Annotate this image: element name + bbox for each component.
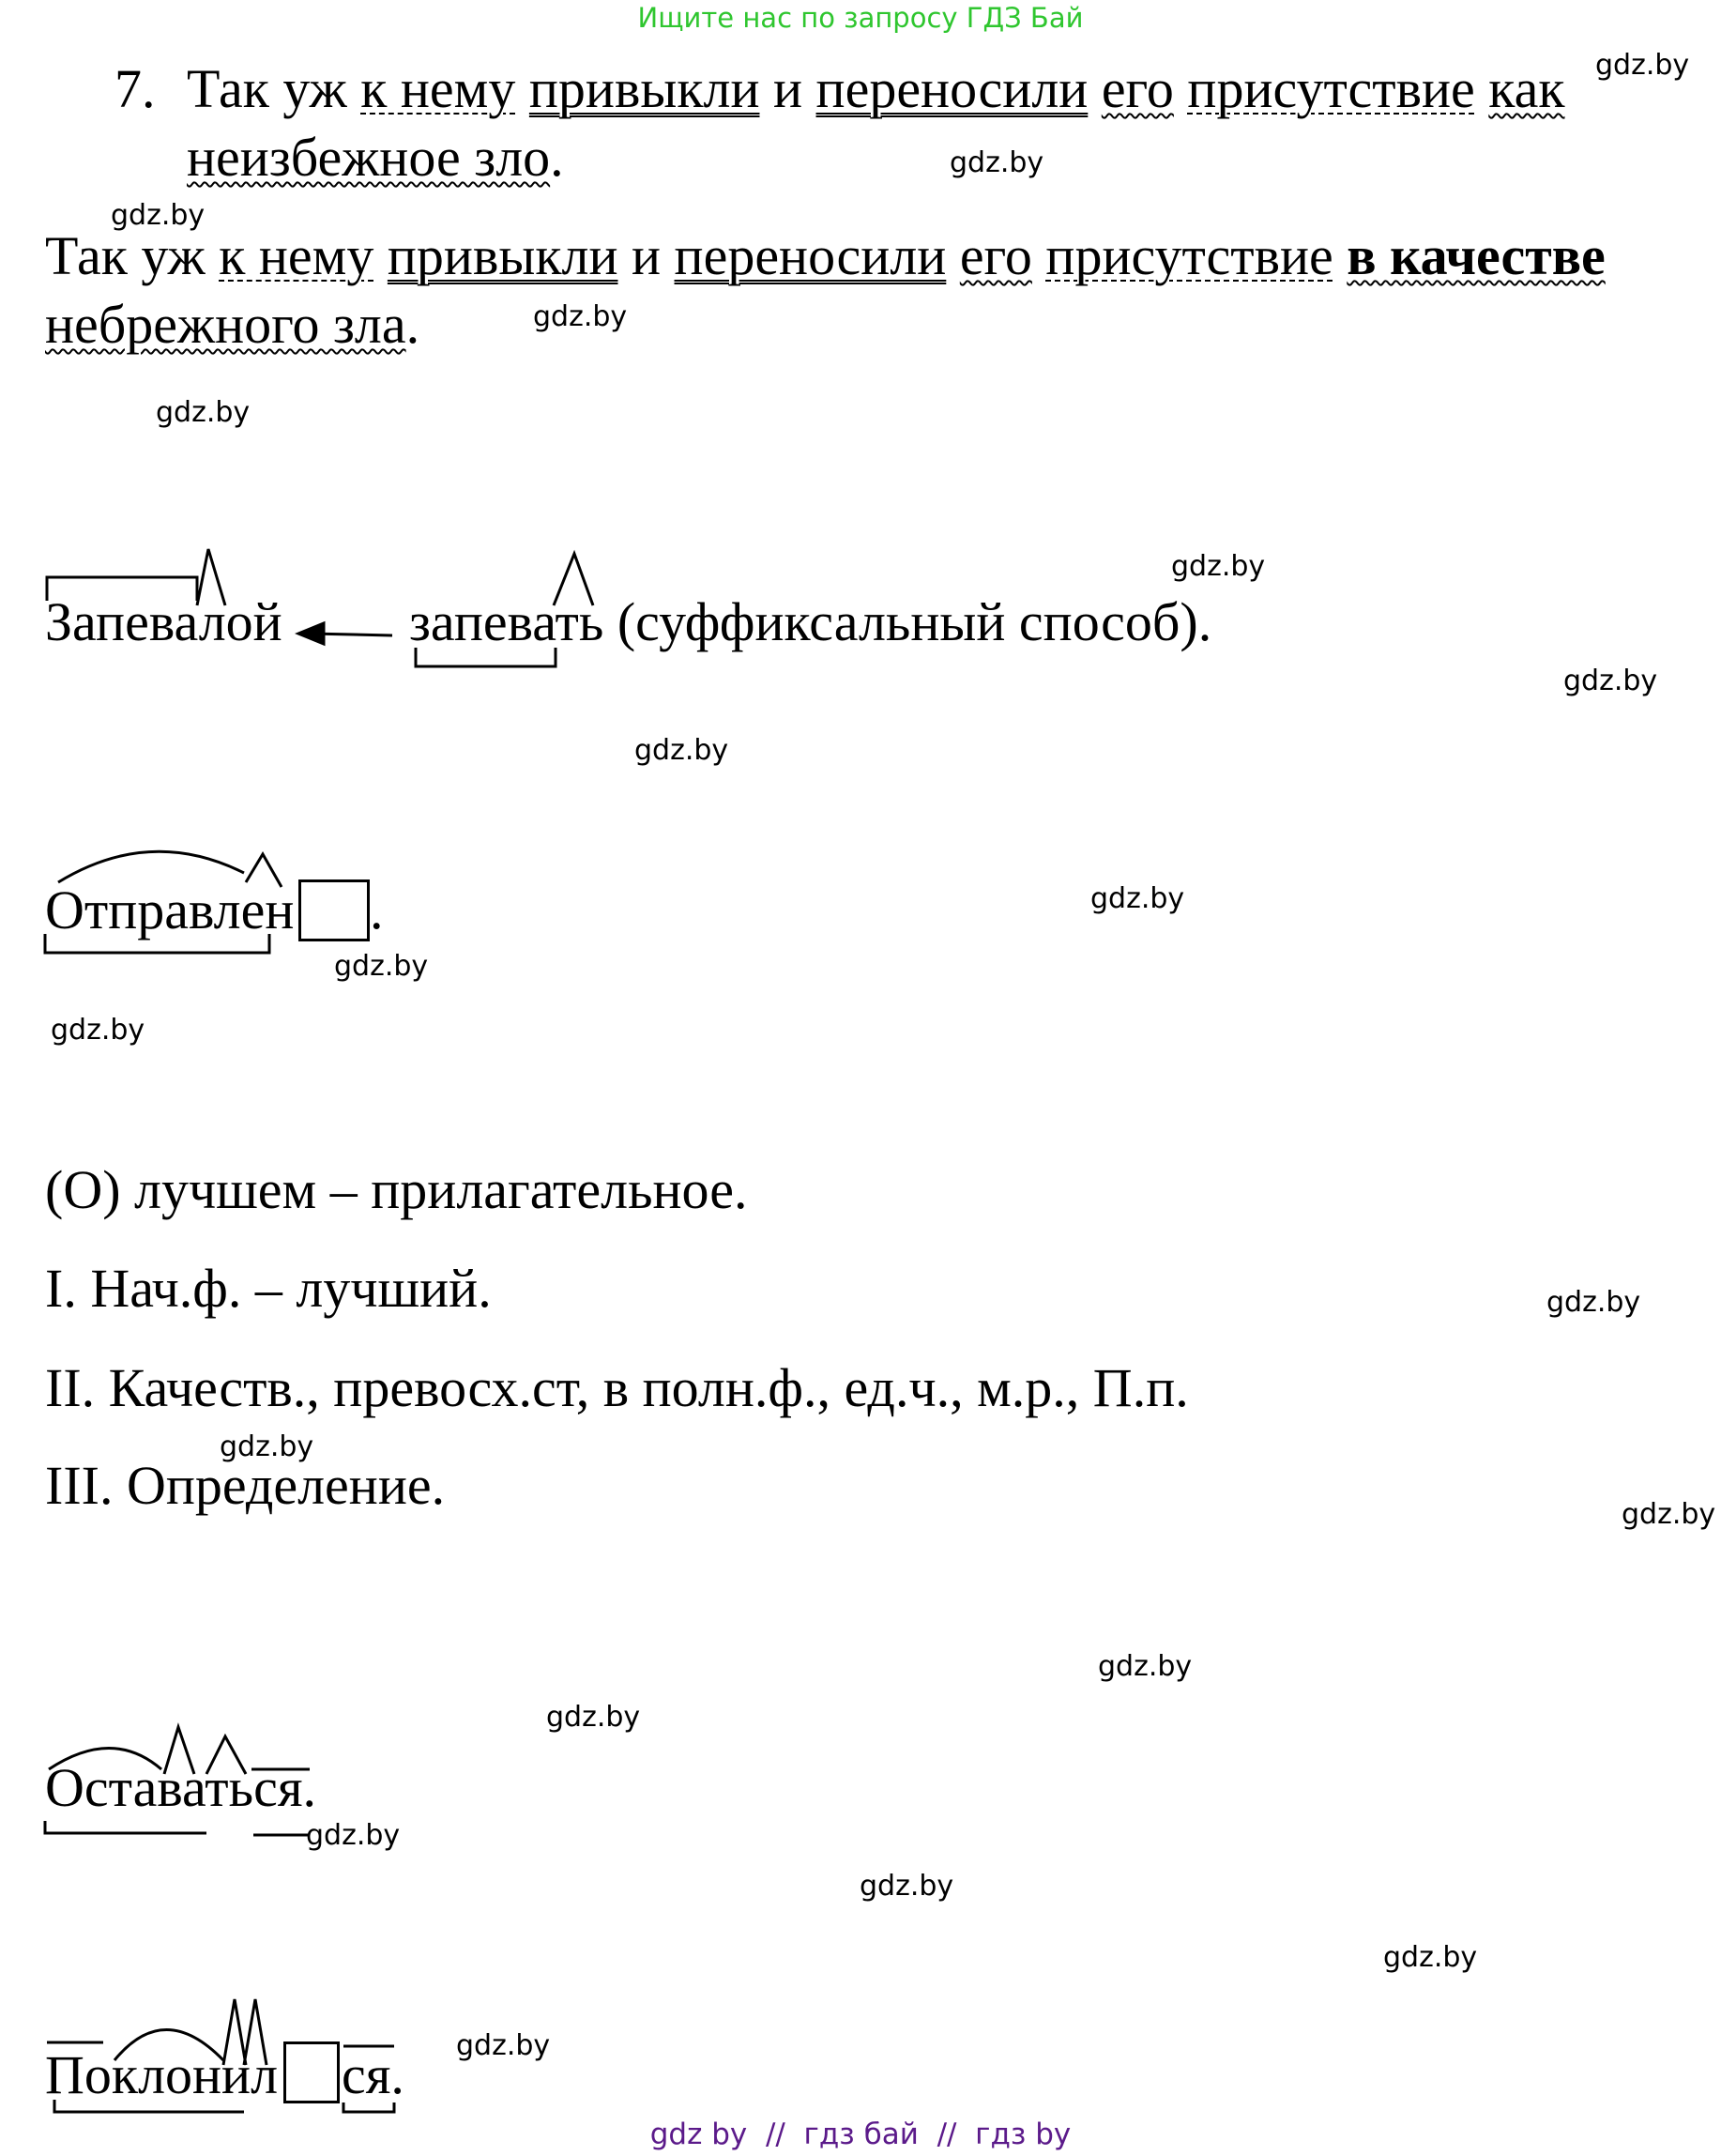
- suffix-mark: [554, 554, 593, 605]
- suffix-mark: [197, 549, 225, 605]
- word-ego: его: [1101, 58, 1174, 119]
- watermark: gdz.by: [860, 1870, 954, 1903]
- watermark: gdz.by: [1595, 49, 1690, 82]
- word-perenosili: переносили: [674, 225, 947, 286]
- suffix-mark: [244, 1999, 267, 2065]
- word-zapevaloy: Запевалой: [45, 591, 282, 652]
- arrow-head: [298, 623, 324, 644]
- word-v-kachestve: в качестве: [1347, 225, 1606, 286]
- watermark: gdz.by: [1090, 882, 1185, 915]
- word-kak: как: [1488, 58, 1565, 119]
- footer: [0, 2118, 1721, 2151]
- word-privykli: привыкли: [387, 225, 618, 286]
- period: .: [370, 879, 384, 940]
- root-arc: [114, 2030, 223, 2061]
- postfix-base-mark: [343, 2102, 394, 2112]
- word-otpravlen: Отправлен: [45, 879, 295, 940]
- word-tak-uzh: Так уж: [45, 225, 206, 286]
- analysis-title: (О) лучшем – прилагательное.: [45, 1159, 748, 1220]
- word-privykli: привыкли: [528, 58, 760, 119]
- watermark: gdz.by: [111, 199, 206, 232]
- watermark: gdz.by: [156, 396, 251, 429]
- word-i: и: [772, 58, 803, 119]
- base-mark: [45, 934, 269, 953]
- footer-text[interactable]: gdz by // гдз бай // гдз by: [649, 2118, 1072, 2151]
- watermark: gdz.by: [1622, 1498, 1716, 1531]
- period: .: [405, 294, 420, 355]
- watermark: gdz.by: [456, 2029, 551, 2062]
- word-zapevat: запевать: [409, 591, 604, 652]
- watermark: gdz.by: [533, 300, 628, 333]
- watermark: gdz.by: [634, 734, 729, 767]
- word-sya: ся.: [342, 2044, 404, 2105]
- base-mark: [54, 2100, 244, 2112]
- base-mark: [416, 648, 556, 666]
- formation-note: (суффиксальный способ).: [617, 591, 1212, 652]
- word-i: и: [631, 225, 662, 286]
- watermark: gdz.by: [546, 1701, 641, 1734]
- suffix-mark: [164, 1727, 194, 1774]
- watermark: gdz.by: [1171, 550, 1266, 583]
- watermark: gdz.by: [51, 1014, 145, 1047]
- watermark: gdz.by: [334, 950, 429, 983]
- suffix-mark: [246, 854, 282, 887]
- word-neizbezhnoe-zlo: неизбежное зло: [187, 127, 551, 188]
- suffix-mark: [223, 1999, 246, 2065]
- root-mark: [47, 577, 197, 601]
- word-nebrezhnogo-zla: небрежного зла: [45, 294, 406, 355]
- banner-link[interactable]: Ищите нас по запросу ГДЗ Бай: [637, 2, 1084, 34]
- analysis-role: III. Определение.: [45, 1455, 446, 1516]
- watermark: gdz.by: [1546, 1286, 1641, 1319]
- word-k-nemu: к нему: [360, 58, 516, 119]
- task-number: 7.: [114, 58, 156, 119]
- word-tak-uzh: Так уж: [187, 58, 347, 119]
- suffix-mark: [206, 1736, 246, 1774]
- analysis-initial-form: I. Нач.ф. – лучший.: [45, 1258, 492, 1319]
- word-prisutstvie: присутствие: [1187, 58, 1475, 119]
- root-arc: [58, 851, 244, 882]
- word-k-nemu: к нему: [219, 225, 374, 286]
- watermark: gdz.by: [1098, 1650, 1193, 1683]
- watermark: gdz.by: [1563, 665, 1658, 697]
- base-mark: [45, 1821, 206, 1833]
- word-prisutstvie: присутствие: [1045, 225, 1333, 286]
- analysis-features: II. Качеств., превосх.ст, в полн.ф., ед.ч., м.р., П.п.: [45, 1357, 1189, 1418]
- watermark: gdz.by: [306, 1819, 401, 1852]
- watermark: gdz.by: [950, 146, 1044, 179]
- watermark: gdz.by: [1383, 1941, 1478, 1974]
- word-perenosili: переносили: [815, 58, 1089, 119]
- word-ostavatsya: Оставаться.: [45, 1757, 317, 1818]
- word-ego: его: [959, 225, 1032, 286]
- word-poklonil: Поклонил: [45, 2044, 279, 2105]
- watermark: gdz.by: [220, 1430, 314, 1463]
- period: .: [550, 127, 564, 188]
- root-arc: [49, 1749, 161, 1770]
